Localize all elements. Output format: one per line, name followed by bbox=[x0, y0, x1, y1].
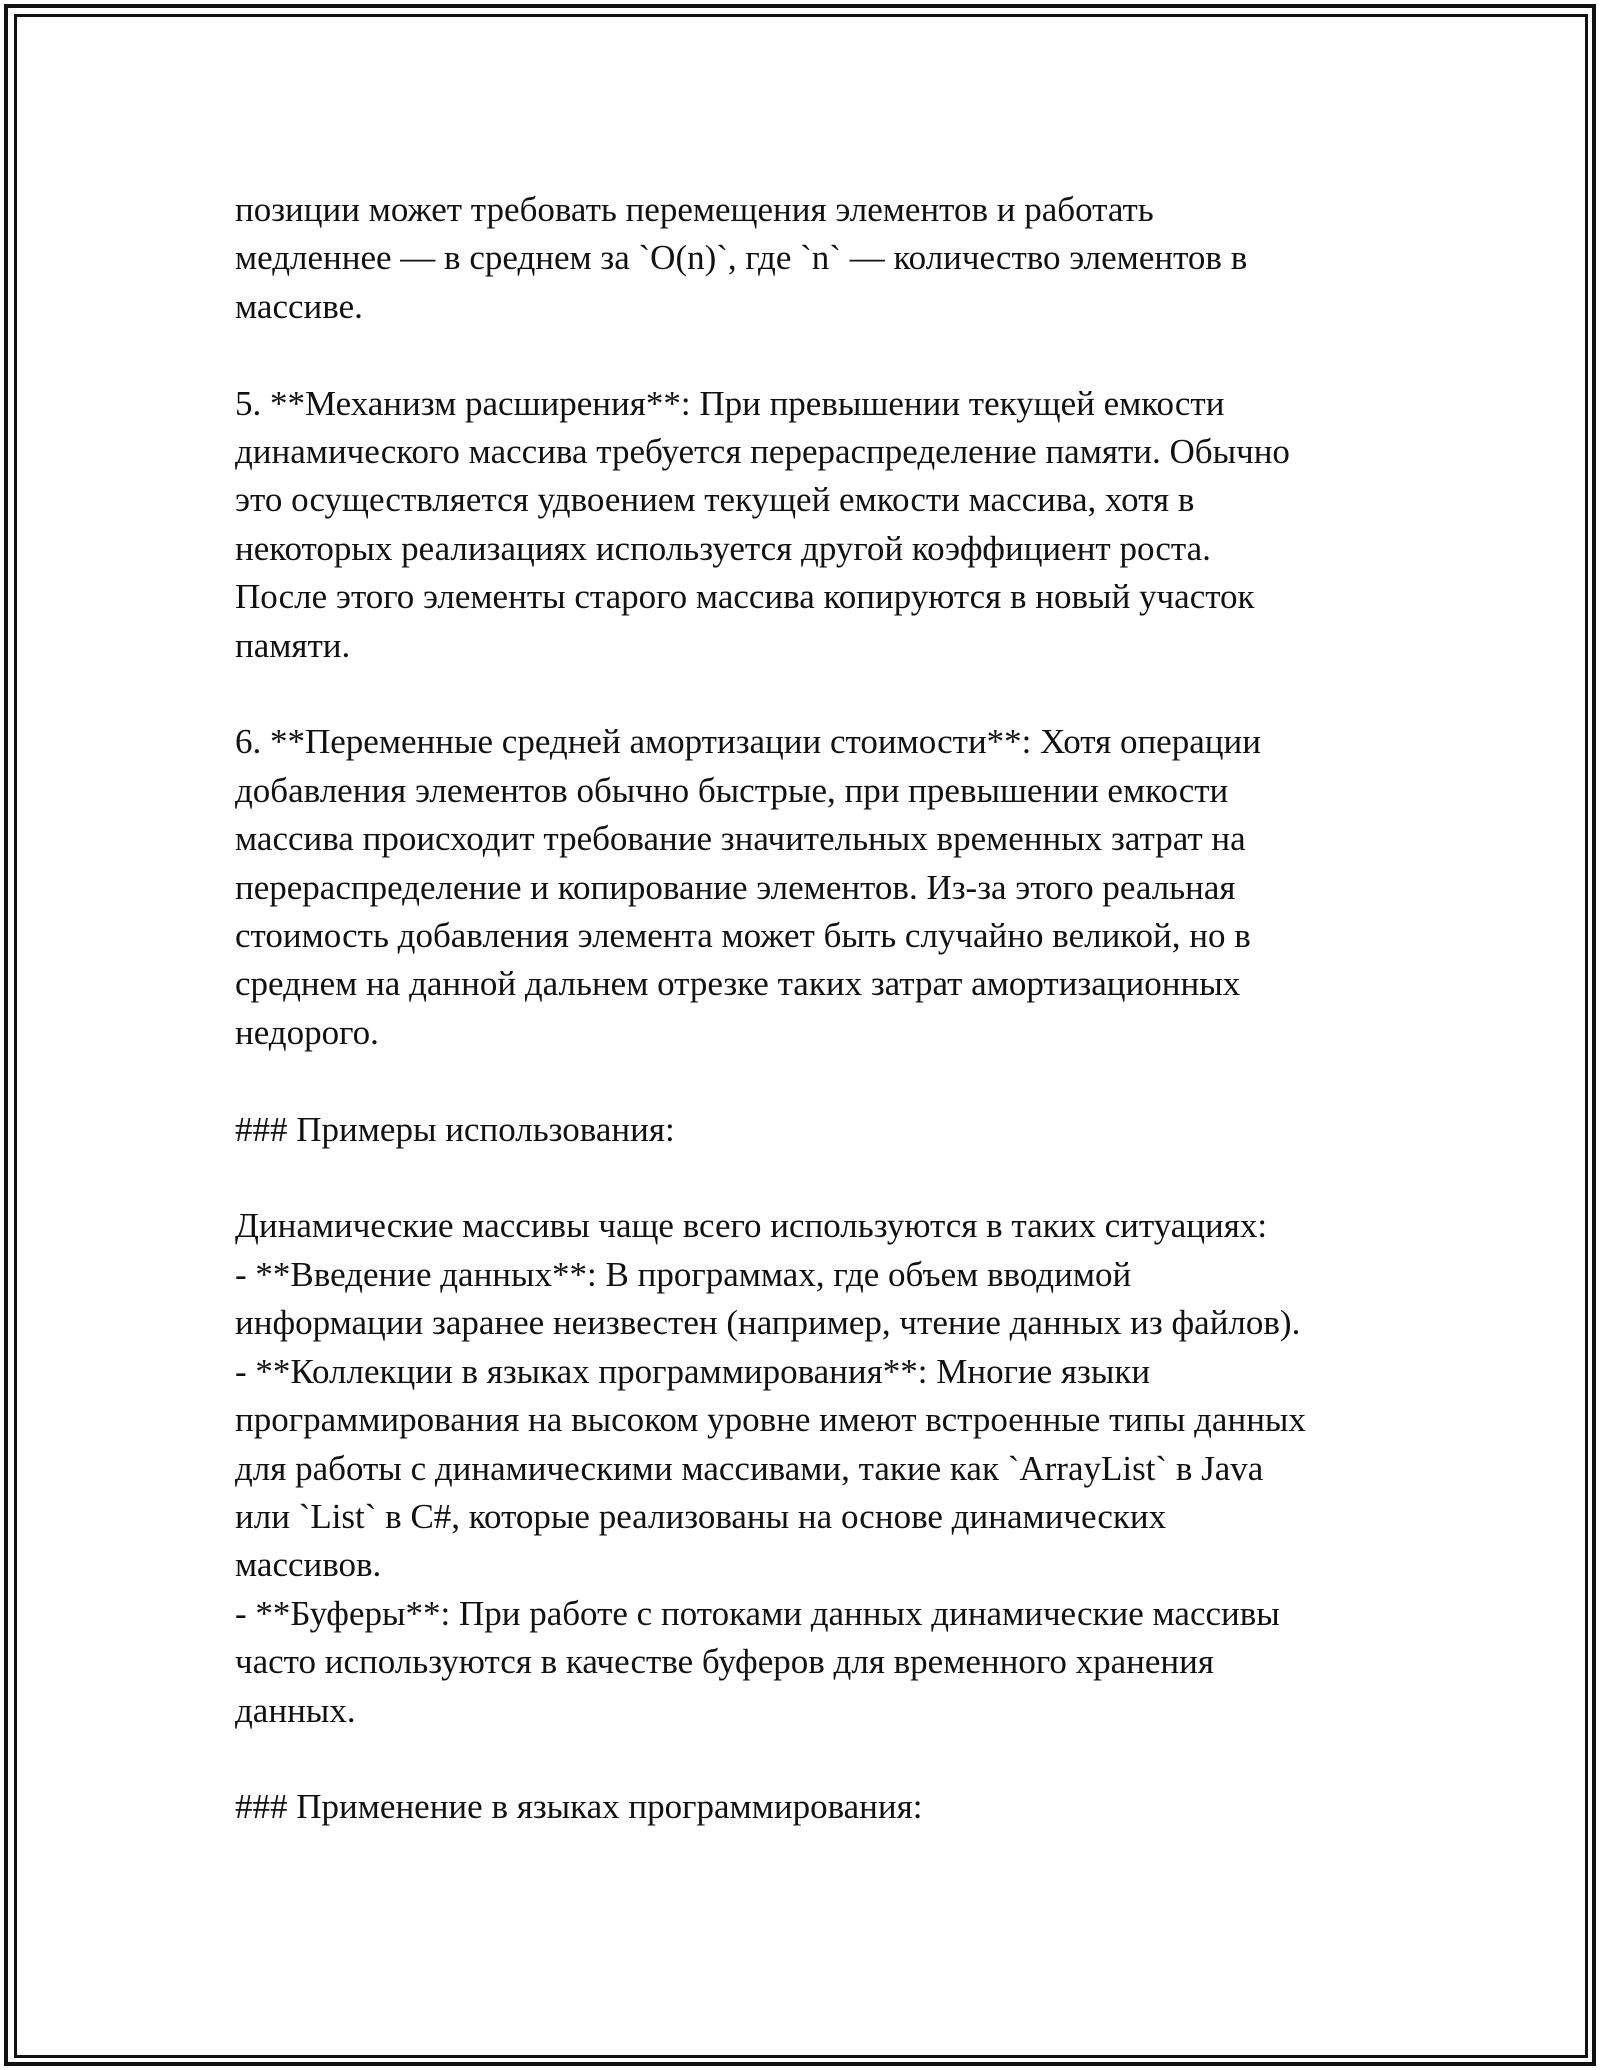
text-line: данных. bbox=[235, 1690, 356, 1730]
list-item-line: - **Коллекции в языках программирования**: Многие языки bbox=[235, 1351, 1151, 1391]
text-line: массивов. bbox=[235, 1545, 382, 1585]
text-line: 5. **Механизм расширения**: При превышении текущей емкости bbox=[235, 383, 1225, 423]
text-line: Динамические массивы чаще всего используются в таких ситуациях: bbox=[235, 1206, 1268, 1246]
text-line: 6. **Переменные средней амортизации стоимости**: Хотя операции bbox=[235, 722, 1261, 762]
section-heading: ### Применение в языках программирования: bbox=[235, 1787, 923, 1827]
blank-line bbox=[235, 331, 1435, 379]
list-item-line: - **Введение данных**: В программах, где объем вводимой bbox=[235, 1254, 1132, 1294]
blank-line bbox=[235, 1057, 1435, 1105]
blank-line bbox=[235, 1154, 1435, 1202]
text-line: программирования на высоком уровне имеют встроенные типы данных bbox=[235, 1400, 1306, 1440]
section-heading: ### Примеры использования: bbox=[235, 1109, 675, 1149]
text-line: для работы с динамическими массивами, такие как `ArrayList` в Java bbox=[235, 1448, 1264, 1488]
blank-line bbox=[235, 1735, 1435, 1783]
text-line: динамического массива требуется перераспределение памяти. Обычно bbox=[235, 432, 1290, 472]
text-line: среднем на данной дальнем отрезке таких затрат амортизационных bbox=[235, 964, 1241, 1004]
text-line: недорого. bbox=[235, 1012, 379, 1052]
text-line: или `List` в C#, которые реализованы на основе динамических bbox=[235, 1496, 1167, 1536]
text-line: добавления элементов обычно быстрые, при превышении емкости bbox=[235, 770, 1229, 810]
document-body bbox=[235, 186, 1435, 1832]
text-line: часто используются в качестве буферов для временного хранения bbox=[235, 1642, 1214, 1682]
text-line: это осуществляется удвоением текущей емкости массива, хотя в bbox=[235, 480, 1195, 520]
text-line: перераспределение и копирование элементов. Из-за этого реальная bbox=[235, 867, 1236, 907]
text-line: памяти. bbox=[235, 625, 351, 665]
text-line: массиве. bbox=[235, 286, 363, 326]
text-line: стоимость добавления элемента может быть случайно великой, но в bbox=[235, 916, 1251, 956]
blank-line bbox=[235, 670, 1435, 718]
text-line: После этого элементы старого массива копируются в новый участок bbox=[235, 577, 1255, 617]
text-line: информации заранее неизвестен (например, чтение данных из файлов). bbox=[235, 1303, 1301, 1343]
list-item-line: - **Буферы**: При работе с потоками данных динамические массивы bbox=[235, 1593, 1280, 1633]
text-line: некоторых реализациях используется другой коэффициент роста. bbox=[235, 528, 1211, 568]
text-line: массива происходит требование значительных временных затрат на bbox=[235, 819, 1246, 859]
text-line: медленнее — в среднем за `O(n)`, где `n` — количество элементов в bbox=[235, 238, 1248, 278]
text-line: позиции может требовать перемещения элементов и работать bbox=[235, 190, 1154, 229]
